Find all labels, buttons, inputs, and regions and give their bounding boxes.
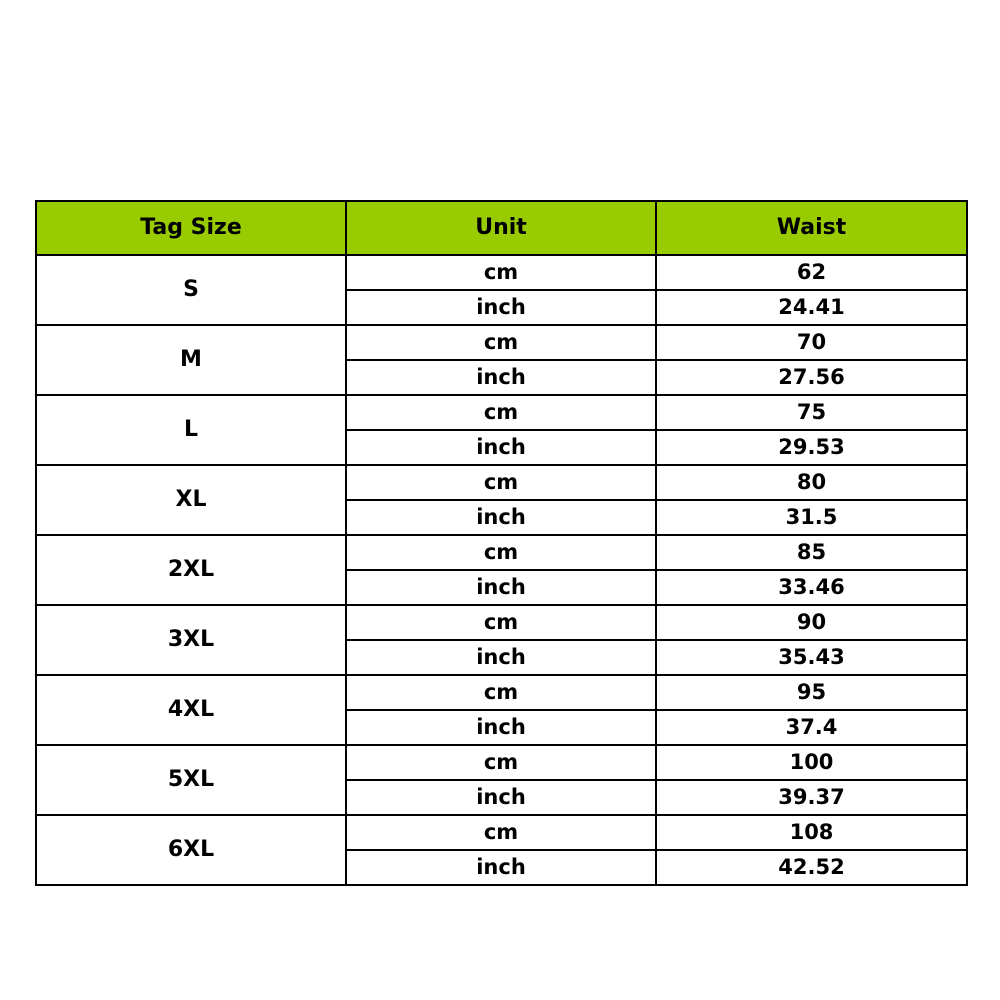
table-row bbox=[36, 605, 967, 640]
table-row bbox=[36, 675, 967, 710]
unit-cell-inch: inch bbox=[346, 850, 656, 885]
waist-cell-cm: 85 bbox=[656, 535, 967, 570]
unit-cell-inch: inch bbox=[346, 430, 656, 465]
waist-cell-inch: 42.52 bbox=[656, 850, 967, 885]
header-waist: Waist bbox=[656, 201, 967, 255]
tag-size-cell: 2XL bbox=[36, 535, 346, 605]
waist-cell-inch: 35.43 bbox=[656, 640, 967, 675]
unit-cell-inch: inch bbox=[346, 710, 656, 745]
header-unit: Unit bbox=[346, 201, 656, 255]
unit-cell-inch: inch bbox=[346, 780, 656, 815]
unit-cell-cm: cm bbox=[346, 745, 656, 780]
unit-cell-cm: cm bbox=[346, 325, 656, 360]
unit-cell-cm: cm bbox=[346, 255, 656, 290]
tag-size-cell: M bbox=[36, 325, 346, 395]
waist-cell-cm: 75 bbox=[656, 395, 967, 430]
tag-size-cell: L bbox=[36, 395, 346, 465]
waist-cell-inch: 24.41 bbox=[656, 290, 967, 325]
tag-size-cell: 3XL bbox=[36, 605, 346, 675]
table-row bbox=[36, 535, 967, 570]
waist-cell-inch: 33.46 bbox=[656, 570, 967, 605]
unit-cell-inch: inch bbox=[346, 290, 656, 325]
waist-cell-cm: 70 bbox=[656, 325, 967, 360]
table-row bbox=[36, 325, 967, 360]
unit-cell-inch: inch bbox=[346, 570, 656, 605]
waist-cell-inch: 27.56 bbox=[656, 360, 967, 395]
waist-cell-inch: 39.37 bbox=[656, 780, 967, 815]
tag-size-cell: 4XL bbox=[36, 675, 346, 745]
waist-cell-cm: 100 bbox=[656, 745, 967, 780]
waist-cell-inch: 37.4 bbox=[656, 710, 967, 745]
unit-cell-cm: cm bbox=[346, 395, 656, 430]
unit-cell-inch: inch bbox=[346, 360, 656, 395]
tag-size-cell: 6XL bbox=[36, 815, 346, 885]
header-row bbox=[36, 201, 967, 255]
waist-cell-cm: 62 bbox=[656, 255, 967, 290]
size-chart-body bbox=[36, 255, 967, 885]
unit-cell-inch: inch bbox=[346, 640, 656, 675]
waist-cell-inch: 31.5 bbox=[656, 500, 967, 535]
waist-cell-cm: 108 bbox=[656, 815, 967, 850]
waist-cell-cm: 80 bbox=[656, 465, 967, 500]
unit-cell-cm: cm bbox=[346, 605, 656, 640]
unit-cell-inch: inch bbox=[346, 500, 656, 535]
waist-cell-inch: 29.53 bbox=[656, 430, 967, 465]
size-chart-table bbox=[35, 200, 968, 886]
table-row bbox=[36, 465, 967, 500]
unit-cell-cm: cm bbox=[346, 465, 656, 500]
waist-cell-cm: 90 bbox=[656, 605, 967, 640]
unit-cell-cm: cm bbox=[346, 815, 656, 850]
size-chart-header bbox=[36, 201, 967, 255]
unit-cell-cm: cm bbox=[346, 535, 656, 570]
unit-cell-cm: cm bbox=[346, 675, 656, 710]
tag-size-cell: XL bbox=[36, 465, 346, 535]
waist-cell-cm: 95 bbox=[656, 675, 967, 710]
header-tag-size: Tag Size bbox=[36, 201, 346, 255]
table-row bbox=[36, 255, 967, 290]
tag-size-cell: 5XL bbox=[36, 745, 346, 815]
table-row bbox=[36, 745, 967, 780]
tag-size-cell: S bbox=[36, 255, 346, 325]
table-row bbox=[36, 815, 967, 850]
table-row bbox=[36, 395, 967, 430]
